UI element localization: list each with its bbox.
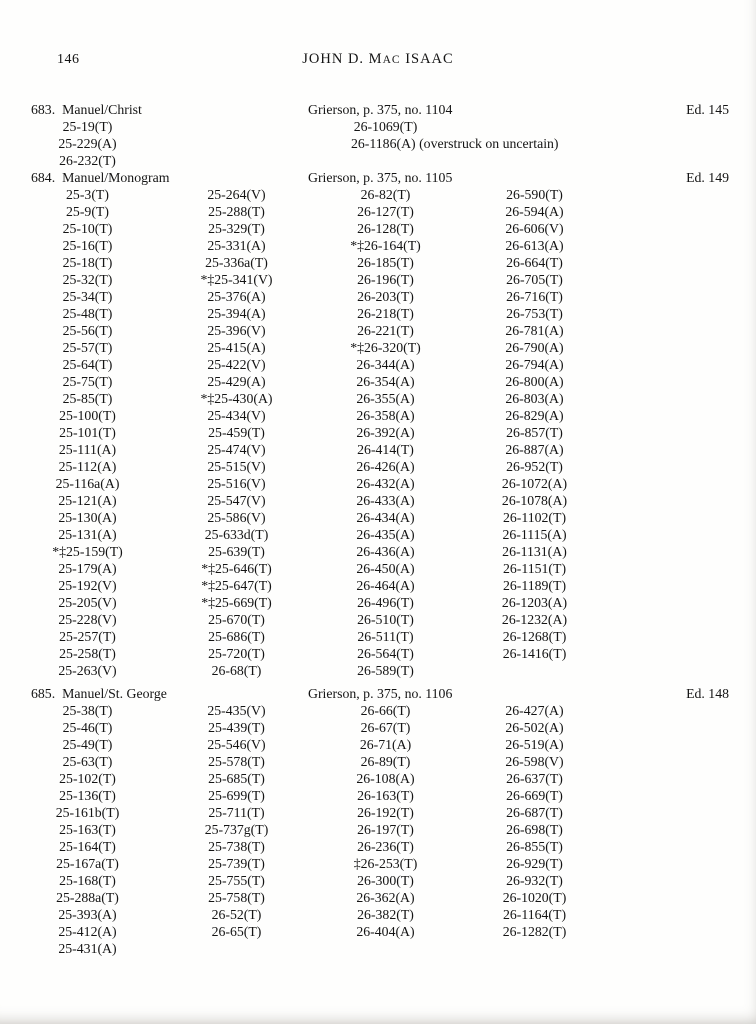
entry-header [0,101,756,118]
catalog-number: 25-459(T) [208,425,265,440]
catalog-number: 26-218(T) [357,306,414,321]
catalog-number: 26-65(T) [211,924,262,939]
catalog-number: 25-737g(T) [204,822,269,837]
catalog-number: 26-414(T) [357,442,414,457]
catalog-number: 25-9(T) [66,204,109,219]
catalog-number: 26-404(A) [356,924,415,939]
catalog-column [460,702,609,940]
catalog-number: 26-192(T) [357,805,414,820]
catalog-number: 25-167a(T) [56,856,119,871]
catalog-number: 26-932(T) [506,873,563,888]
catalog-number: 25-57(T) [62,340,113,355]
catalog-number: 26-502(A) [505,720,564,735]
entry-number: 685. [31,686,56,701]
catalog-number: 25-10(T) [62,221,113,236]
catalog-number: 26-790(A) [505,340,564,355]
catalog-number: ‡26-253(T) [353,856,418,871]
catalog-number: 25-431(A) [58,941,117,956]
catalog-number: 26-450(A) [356,561,415,576]
catalog-number: 26-67(T) [360,720,411,735]
catalog-number: 25-711(T) [208,805,265,820]
catalog-number: 25-396(V) [207,323,266,338]
catalog-number: 26-196(T) [357,272,414,287]
catalog-number: 25-331(A) [207,238,266,253]
catalog-number: 25-755(T) [208,873,265,888]
catalog-number: 26-221(T) [357,323,414,338]
catalog-number: 26-436(A) [356,544,415,559]
catalog-number: 26-794(A) [505,357,564,372]
catalog-number: 26-71(A) [359,737,412,752]
catalog-number: 25-376(A) [207,289,266,304]
catalog-number: 26-52(T) [211,907,262,922]
catalog-number: 26-300(T) [357,873,414,888]
catalog-number: 25-121(A) [58,493,117,508]
catalog-number: 25-546(V) [207,737,266,752]
catalog-entry [0,101,756,169]
catalog-number: 26-232(T) [59,153,116,168]
catalog-number: 25-168(T) [59,873,116,888]
catalog-number: 26-355(A) [356,391,415,406]
catalog-number: 26-197(T) [357,822,414,837]
catalog-number: 26-664(T) [506,255,563,270]
catalog-number: 25-547(V) [207,493,266,508]
catalog-number: 26-855(T) [506,839,563,854]
catalog-number: 26-781(A) [505,323,564,338]
entry-header [0,685,756,702]
catalog-column [162,186,311,679]
catalog-number: 26-163(T) [357,788,414,803]
catalog-number: 26-382(T) [357,907,414,922]
catalog-number: 26-464(A) [356,578,415,593]
catalog-number: 26-1131(A) [502,544,567,559]
catalog-number: 26-1268(T) [502,629,567,644]
page-header [0,0,756,69]
entry-edition: Ed. 145 [686,102,729,117]
catalog-number: 26-1186(A) (overstruck on uncertain) [351,136,559,151]
catalog-number: 26-687(T) [506,805,563,820]
catalog-number: 26-1102(T) [502,510,567,525]
catalog-number: 25-85(T) [62,391,113,406]
catalog-number: 25-130(A) [58,510,117,525]
catalog-number: 25-131(A) [58,527,117,542]
catalog-number: 25-336a(T) [205,255,268,270]
catalog-number: 26-434(A) [356,510,415,525]
catalog-number: 26-753(T) [506,306,563,321]
entry-edition: Ed. 149 [686,170,729,185]
catalog-number: 26-952(T) [506,459,563,474]
catalog-number: 25-64(T) [62,357,113,372]
catalog-number: 25-56(T) [62,323,113,338]
catalog-number: 26-1232(A) [501,612,568,627]
catalog-number: 26-128(T) [357,221,414,236]
catalog-number: 26-857(T) [506,425,563,440]
catalog-number: 26-185(T) [357,255,414,270]
catalog-number: 26-89(T) [360,754,411,769]
catalog-number: 26-590(T) [506,187,563,202]
catalog-column [13,118,162,169]
running-title-smallcaps: AC [382,54,401,66]
catalog-column [13,186,162,679]
entry-number: 683. [31,102,56,117]
catalog-number: 26-236(T) [357,839,414,854]
catalog-number: 26-1151(T) [502,561,567,576]
catalog-number: 25-75(T) [62,374,113,389]
catalog-number: 25-394(A) [207,306,266,321]
catalog-number: 26-637(T) [506,771,563,786]
catalog-number: 26-435(A) [356,527,415,542]
catalog-number: 25-686(T) [208,629,265,644]
catalog-number: 26-344(A) [356,357,415,372]
catalog-number: 25-205(V) [58,595,117,610]
catalog-column [311,118,559,152]
catalog-number: 25-258(T) [59,646,116,661]
catalog-number: 25-720(T) [208,646,265,661]
catalog-number: 26-594(A) [505,204,564,219]
catalog-number: 25-263(V) [58,663,117,678]
catalog-number: 25-393(A) [58,907,117,922]
catalog-number: 25-111(A) [58,442,117,457]
catalog-number: 26-1078(A) [501,493,568,508]
catalog-number: 26-432(A) [356,476,415,491]
catalog-number: 25-192(V) [58,578,117,593]
catalog-number: 26-589(T) [357,663,414,678]
catalog-number: 25-738(T) [208,839,265,854]
catalog-number: *‡25-341(V) [200,272,273,287]
catalog-number: 26-1189(T) [502,578,567,593]
catalog-number: 26-1203(A) [501,595,568,610]
catalog-number: 26-606(V) [505,221,564,236]
catalog-column [460,186,609,662]
catalog-number: *‡25-647(T) [201,578,272,593]
catalog-number: 26-698(T) [506,822,563,837]
catalog-number: 25-257(T) [59,629,116,644]
entry-title: Manuel/St. George [62,686,167,701]
entry-reference: Grierson, p. 375, no. 1106 [308,686,453,701]
catalog-number: 25-179(A) [58,561,117,576]
entries-container [0,101,756,957]
catalog-number: 25-34(T) [62,289,113,304]
catalog-number: *‡25-669(T) [201,595,272,610]
catalog-number: 26-800(A) [505,374,564,389]
catalog-number: 26-716(T) [506,289,563,304]
catalog-number: *‡25-646(T) [201,561,272,576]
catalog-number: 26-362(A) [356,890,415,905]
catalog-number: 26-929(T) [506,856,563,871]
catalog-number: 26-68(T) [211,663,262,678]
catalog-number: *‡26-320(T) [350,340,421,355]
catalog-columns [13,186,756,679]
catalog-number: 26-127(T) [357,204,414,219]
catalog-number: 26-82(T) [360,187,411,202]
catalog-number: 26-1282(T) [502,924,567,939]
entry-title: Manuel/Christ [62,102,142,117]
catalog-number: 25-3(T) [66,187,109,202]
catalog-number: 25-161b(T) [55,805,120,820]
catalog-column [13,702,162,957]
catalog-number: 26-426(A) [356,459,415,474]
catalog-number: 25-758(T) [208,890,265,905]
catalog-number: 25-46(T) [62,720,113,735]
catalog-number: 25-49(T) [62,737,113,752]
catalog-number: 25-415(A) [207,340,266,355]
catalog-number: 25-19(T) [62,119,113,134]
catalog-number: *‡25-430(A) [200,391,273,406]
catalog-number: 26-433(A) [356,493,415,508]
catalog-columns [13,702,756,957]
catalog-number: 25-633d(T) [204,527,269,542]
catalog-number: 25-739(T) [208,856,265,871]
catalog-number: 25-288(T) [208,204,265,219]
catalog-number: 25-63(T) [62,754,113,769]
entry-header [0,169,756,186]
catalog-columns [13,118,756,169]
catalog-number: 26-519(A) [505,737,564,752]
catalog-number: 25-38(T) [62,703,113,718]
catalog-number: 26-669(T) [506,788,563,803]
catalog-number: 25-670(T) [208,612,265,627]
catalog-number: 25-228(V) [58,612,117,627]
catalog-number: 26-564(T) [357,646,414,661]
running-title [0,51,756,68]
catalog-number: 26-1164(T) [502,907,567,922]
catalog-number: 25-32(T) [62,272,113,287]
catalog-number: 25-48(T) [62,306,113,321]
entry-reference: Grierson, p. 375, no. 1104 [308,102,453,117]
catalog-number: 25-116a(A) [55,476,120,491]
catalog-column [162,702,311,940]
catalog-number: 25-102(T) [59,771,116,786]
catalog-number: 26-108(A) [356,771,415,786]
catalog-number: 26-358(A) [356,408,415,423]
catalog-number: 26-1115(A) [502,527,567,542]
catalog-number: 26-1416(T) [502,646,567,661]
catalog-number: 25-264(V) [207,187,266,202]
catalog-number: 25-164(T) [59,839,116,854]
catalog-number: 26-705(T) [506,272,563,287]
catalog-number: 25-699(T) [208,788,265,803]
catalog-number: 26-1072(A) [501,476,568,491]
catalog-number: *‡26-164(T) [350,238,421,253]
entry-reference: Grierson, p. 375, no. 1105 [308,170,453,185]
catalog-number: 26-1020(T) [502,890,567,905]
catalog-number: 25-439(T) [208,720,265,735]
catalog-number: 26-354(A) [356,374,415,389]
catalog-number: 25-18(T) [62,255,113,270]
catalog-column [311,702,460,940]
catalog-number: 25-100(T) [59,408,116,423]
catalog-number: 25-434(V) [207,408,266,423]
catalog-number: *‡25-159(T) [52,544,123,559]
catalog-number: 25-422(V) [207,357,266,372]
catalog-entry [0,169,756,679]
catalog-number: 25-639(T) [208,544,265,559]
catalog-number: 25-229(A) [58,136,117,151]
catalog-number: 25-16(T) [62,238,113,253]
catalog-number: 25-112(A) [58,459,117,474]
entry-edition: Ed. 148 [686,686,729,701]
running-title-part1: JOHN D. M [302,51,383,67]
entry-number: 684. [31,170,56,185]
catalog-column [311,186,460,679]
catalog-number: 26-613(A) [505,238,564,253]
catalog-number: 25-429(A) [207,374,266,389]
catalog-number: 26-427(A) [505,703,564,718]
catalog-number: 25-515(V) [207,459,266,474]
entry-title: Manuel/Monogram [62,170,170,185]
catalog-number: 26-887(A) [505,442,564,457]
running-title-part3: ISAAC [400,51,454,67]
catalog-number: 25-329(T) [208,221,265,236]
catalog-number: 26-598(V) [505,754,564,769]
catalog-number: 26-392(A) [356,425,415,440]
page-number: 146 [57,52,80,67]
catalog-number: 25-412(A) [58,924,117,939]
catalog-number: 26-66(T) [360,703,411,718]
catalog-number: 26-496(T) [357,595,414,610]
catalog-number: 25-586(V) [207,510,266,525]
catalog-number: 25-288a(T) [56,890,119,905]
catalog-number: 26-829(A) [505,408,564,423]
catalog-number: 26-1069(T) [353,119,418,134]
catalog-number: 26-510(T) [357,612,414,627]
catalog-number: 25-136(T) [59,788,116,803]
catalog-number: 26-803(A) [505,391,564,406]
catalog-number: 25-101(T) [59,425,116,440]
catalog-number: 25-435(V) [207,703,266,718]
catalog-number: 25-163(T) [59,822,116,837]
catalog-number: 25-474(V) [207,442,266,457]
catalog-number: 25-516(V) [207,476,266,491]
catalog-entry [0,685,756,957]
catalog-number: 26-203(T) [357,289,414,304]
catalog-number: 25-685(T) [208,771,265,786]
catalog-number: 26-511(T) [357,629,414,644]
catalog-number: 25-578(T) [208,754,265,769]
